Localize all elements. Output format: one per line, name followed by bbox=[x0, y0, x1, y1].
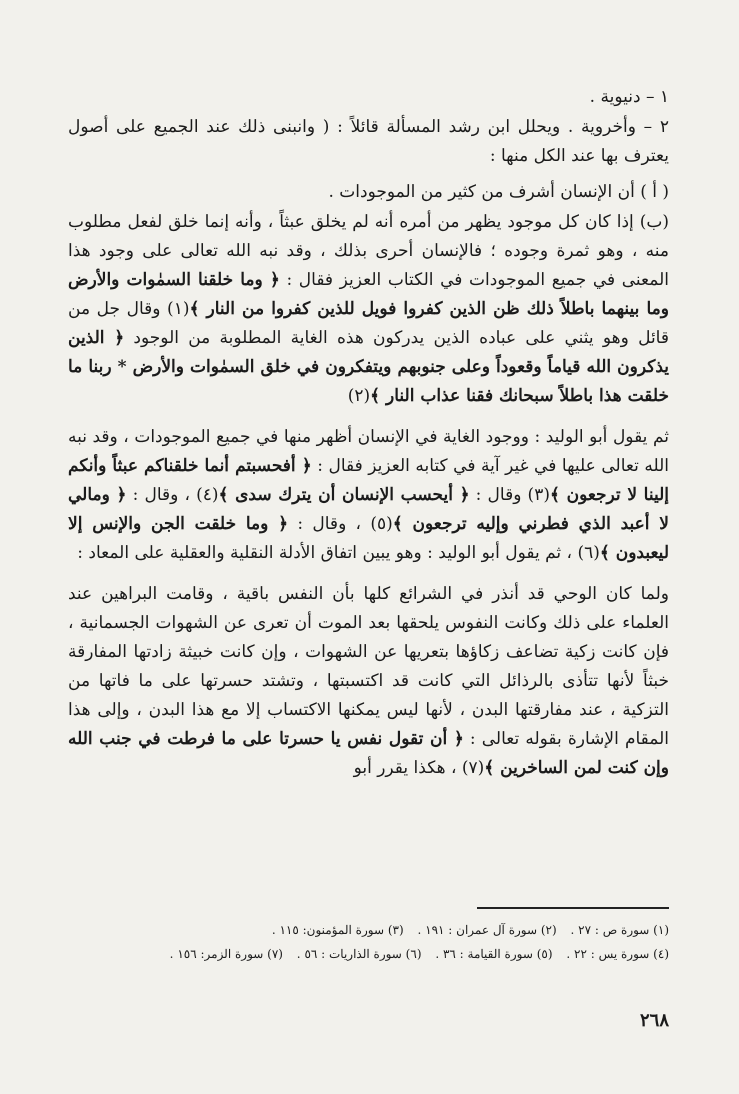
footnotes bbox=[68, 904, 669, 966]
p3-text-2: (٧) ، هكذا يقرر أبو bbox=[353, 758, 485, 778]
page-number: ٢٦٨ bbox=[639, 1010, 669, 1031]
p2-text-1: ثم يقول أبو الوليد : ووجود الغاية في الإنسان أظهر منها في جميع الموجودات ، وقد نبه الله تعالى عليها في غير آية في كتابه العزيز فقال : bbox=[68, 427, 669, 476]
p3-text-1: ولما كان الوحي قد أنذر في الشرائع كلها بأن النفس باقية ، وقامت البراهين عند العلماء على ذلك وكانت النفوس يلحقها بعد الموت أن تعرى عن الشهوات الجسمانية ، فإن كانت زكية تضاعف زكاؤها بتعريها عن الشهوات ، وإن كانت خبيثة زادتها المفارقة خبثاً لأنها تتأذى بالرذائل التي كانت قد اكتسبتها ، وتشتد حسرتها على ما فاتها من التزكية ، عند مفارقتها البدن ، لأنها ليس يمكنها الاكتساب إلا مع هذا البدن ، وإلى هذا المقام الإشارة بقوله تعالى : bbox=[68, 584, 669, 749]
quran-verse-6: ﴿ وما خلقت الجن والإنس إلا ليعبدون ﴾ bbox=[68, 514, 669, 563]
quran-verse-1: ﴿ وما خلقنا السمٰوات والأرض وما بينهما باطلاً ذلك ظن الذين كفروا فويل للذين كفروا من النار ﴾ bbox=[68, 270, 669, 319]
footnote-5: (٥) سورة القيامة : ٣٦ . bbox=[435, 947, 553, 961]
quran-verse-7: ﴿ أن تقول نفس يا حسرتا على ما فرطت في جنب الله وإن كنت لمن الساخرين ﴾ bbox=[68, 729, 669, 778]
quran-verse-4: ﴿ أيحسب الإنسان أن يترك سدى ﴾ bbox=[218, 485, 470, 505]
paragraph-2 bbox=[68, 423, 669, 568]
item-b-end: (٢) bbox=[347, 386, 371, 406]
footnote-7: (٧) سورة الزمر: ١٥٦ . bbox=[169, 947, 283, 961]
item-2: ٢ – وأخروية . ويحلل ابن رشد المسألة قائلاً : ( وانبنى ذلك عند الجميع على أصول يعترف بها عند الكل منها : bbox=[68, 117, 669, 166]
footnote-3: (٣) سورة المؤمنون: ١١٥ . bbox=[271, 923, 404, 937]
item-a: ( أ ) أن الإنسان أشرف من كثير من الموجودات . bbox=[328, 182, 669, 202]
footnote-2: (٢) سورة آل عمران : ١٩١ . bbox=[417, 923, 557, 937]
quran-verse-3: ﴿ أفحسبتم أنما خلقناكم عبثاً وأنكم إلينا لا ترجعون ﴾ bbox=[68, 456, 670, 505]
item-b bbox=[68, 208, 669, 411]
footnote-row-2 bbox=[68, 942, 669, 966]
p2-text-5: (٦) ، ثم يقول أبو الوليد : وهو يبين اتفاق الأدلة النقلية والعقلية على المعاد : bbox=[77, 543, 600, 563]
paragraph-3 bbox=[68, 580, 669, 783]
item-b-intro: (ب) إذا كان كل موجود يظهر من أمره أنه لم يخلق عبثاً ، وأنه إنما خلق لفعل مطلوب منه ، وهو ثمرة وجوده ؛ فالإنسان أحرى بذلك ، وقد نبه الله تعالى على وجود هذا المعنى في جميع الموجودات في الكتاب العزيز فقال : bbox=[68, 212, 669, 290]
quran-verse-2: ﴿ الذين يذكرون الله قياماً وقعوداً وعلى جنوبهم ويتفكرون في خلق السمٰوات والأرض * ربنا ما خلقت هذا باطلاً سبحانك فقنا عذاب النار ﴾ bbox=[68, 328, 669, 406]
p2-text-3: (٤) ، وقال : bbox=[126, 485, 219, 505]
quran-verse-5: ﴿ ومالي لا أعبد الذي فطرني وإليه ترجعون ﴾ bbox=[68, 485, 669, 534]
item-b-mid: (١) وقال جل من قائل وهو يثني على عباده الذين يدركون هذه الغاية المطلوبة من الوجود bbox=[68, 299, 669, 348]
item-1: ١ – دنيوية . bbox=[589, 87, 669, 107]
p2-text-4: (٥) ، وقال : bbox=[288, 514, 393, 534]
footnote-row-1 bbox=[68, 918, 669, 942]
footnote-4: (٤) سورة يس : ٢٢ . bbox=[566, 947, 669, 961]
p2-text-2: (٣) وقال : bbox=[469, 485, 550, 505]
footnote-1: (١) سورة ص : ٢٧ . bbox=[570, 923, 669, 937]
footnote-6: (٦) سورة الذاريات : ٥٦ . bbox=[296, 947, 422, 961]
